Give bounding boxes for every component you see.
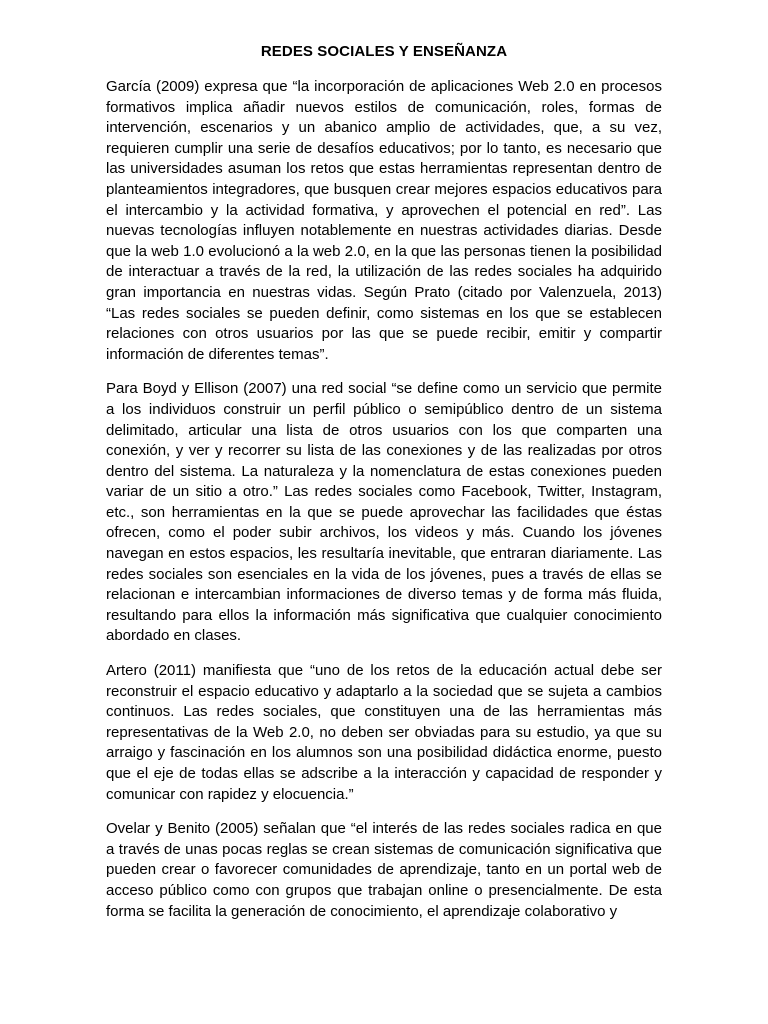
document-title: REDES SOCIALES Y ENSEÑANZA bbox=[260, 43, 508, 60]
paragraph-boyd-ellison: Para Boyd y Ellison (2007) una red social “se define como un servicio que permite a los individuos construir un perfil público o semipúblico dentro de un sistema delimitado, articular una lista de otros usuarios con los que comparten una conexión, y ver y recorrer su lista de las conexiones y de las realizadas por otros dentro del sistema. La naturaleza y la nomenclatura de estas conexiones pueden variar de un sitio a otro.” Las redes sociales como Facebook, Twitter, Instagram, etc., son herramientas en la que se puede aprovechar las facilidades que éstas ofrecen, como el poder subir archivos, los videos y más. Cuando los jóvenes navegan en estos espacios, les resultaría inevitable, que entraran diariamente. Las redes sociales son esenciales en la vida de los jóvenes, pues a través de ellas se relacionan e intercambian informaciones de diverso temas y de forma más fluida, resultando para ellos la información más significativa que cualquier conocimiento abordado en clases. bbox=[106, 380, 662, 645]
paragraph-garcia: García (2009) expresa que “la incorporación de aplicaciones Web 2.0 en procesos formativos implica añadir nuevos estilos de comunicación, roles, formas de intervención, escenarios y un abanico amplio de actividades, que, a su vez, requieren cumplir una serie de desafíos educativos; por lo tanto, es necesario que las universidades asuman los retos que estas herramientas representan dentro de planteamientos integradores, que busquen crear mejores espacios educativos para el intercambio y la actividad formativa, y aprovechen el potencial en red”. Las nuevas tecnologías influyen notablemente en nuestras actividades diarias. Desde que la web 1.0 evolucionó a la web 2.0, en la que las personas tienen la posibilidad de interactuar a través de la red, la utilización de las redes sociales ha adquirido gran importancia en nuestras vidas. Según Prato (citado por Valenzuela, 2013) “Las redes sociales se pueden definir, como sistemas en los que se establecen relaciones con otros usuarios por las que se puede recibir, emitir y compartir información de diferentes temas”. bbox=[106, 78, 662, 363]
document-body bbox=[106, 77, 662, 936]
paragraph-ovelar-benito: Ovelar y Benito (2005) señalan que “el interés de las redes sociales radica en que a través de unas pocas reglas se crean sistemas de comunicación significativa que pueden crear o favorecer comunidades de aprendizaje, tanto en un portal web de acceso público como con grupos que trabajan online o presencialmente. De esta forma se facilita la generación de conocimiento, el aprendizaje colaborativo y bbox=[106, 820, 662, 920]
paragraph-artero: Artero (2011) manifiesta que “uno de los retos de la educación actual debe ser reconstruir el espacio educativo y adaptarlo a la sociedad que se sujeta a cambios continuos. Las redes sociales, que constituyen una de las herramientas más representativas de la Web 2.0, no deben ser obviadas para su estudio, ya que su arraigo y fascinación en los alumnos son una posibilidad didáctica enorme, puesto que el eje de todas ellas se adscribe a la interacción y capacidad de responder y comunicar con rapidez y elocuencia.” bbox=[106, 662, 662, 803]
